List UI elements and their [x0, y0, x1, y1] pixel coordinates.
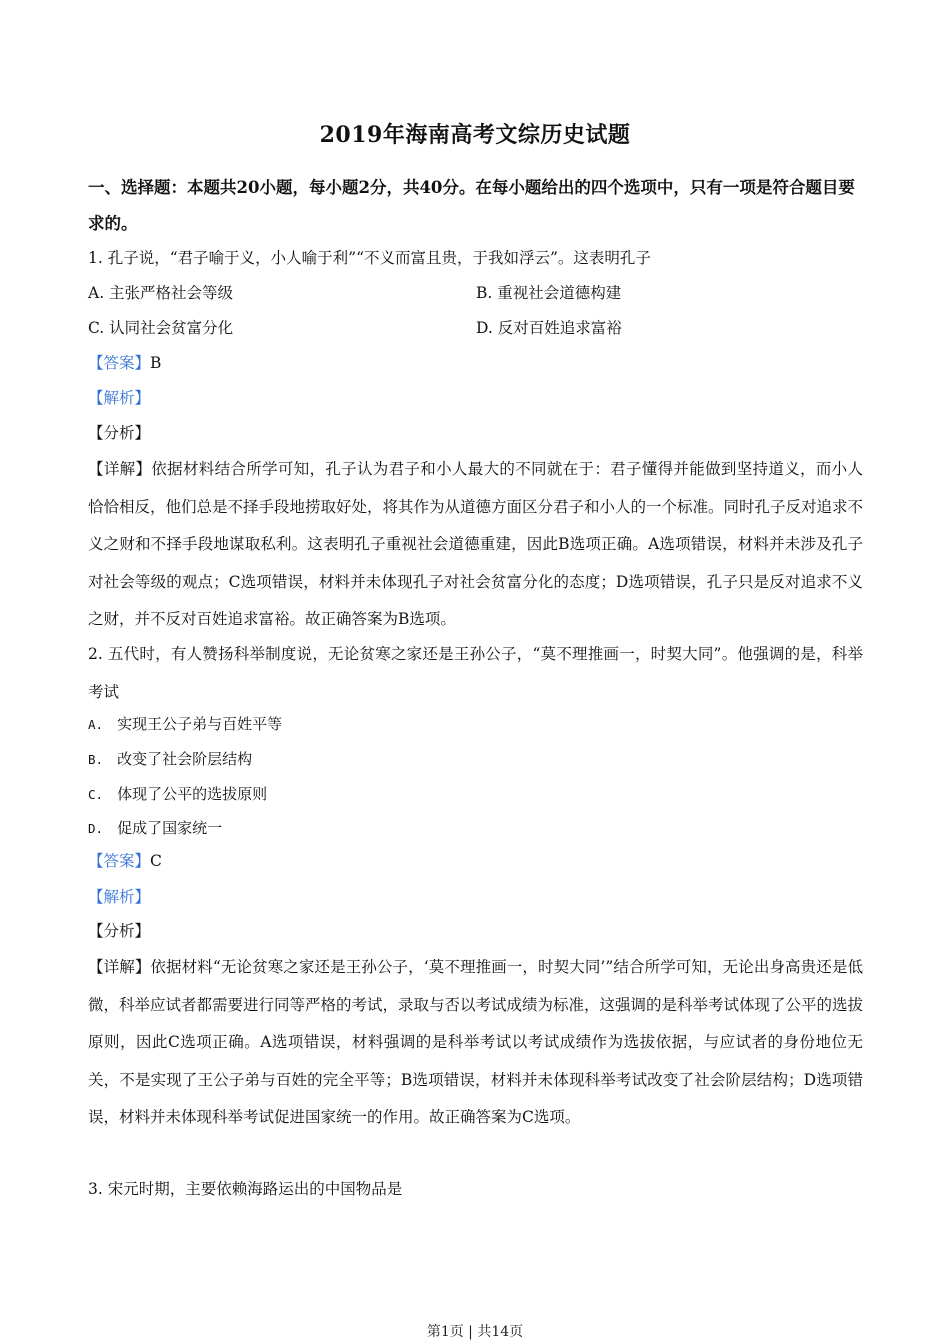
question-1-option-d: D. 反对百姓追求富裕 — [476, 319, 622, 337]
question-1-option-b: B. 重视社会道德构建 — [476, 284, 622, 302]
question-1-detail — [88, 451, 863, 639]
answer-value: B — [150, 354, 162, 372]
question-3-stem: 3. 宋元时期，主要依赖海路运出的中国物品是 — [88, 1180, 403, 1198]
detail-text: 依据材料结合所学可知，孔子认为君子和小人最大的不同就在于：君子懂得并能做到坚持道义，而小人恰恰相反，他们总是不择手段地捞取好处，将其作为从道德方面区分君子和小人的一个标准。同时孔子反对追求不义之财和不择手段地谋取私利。这表明孔子重视社会道德重建，因此B选项正确。A选项错误，材料并未涉及孔子对社会等级的观点；C选项错误，材料并未体现孔子对社会贫富分化的态度；D选项错误，孔子只是反对追求不义之财，并不反对百姓追求富裕。故正确答案为B选项。 — [88, 460, 864, 628]
detail-text: 依据材料“无论贫寒之家还是王孙公子，‘莫不理推画一，时契大同’”结合所学可知，无论出身高贵还是低微，科举应试者都需要进行同等严格的考试，录取与否以考试成绩为标准，这强调的是科举考试体现了公平的选拔原则，因此C选项正确。A选项错误，材料强调的是科举考试以考试成绩作为选拔依据，与应试者的身份地位无关，不是实现了王公子弟与百姓的完全平等；B选项错误，材料并未体现科举考试改变了社会阶层结构；D选项错误，材料并未体现科举考试促进国家统一的作用。故正确答案为C选项。 — [88, 958, 864, 1126]
answer-value: C — [150, 852, 162, 870]
detail-label: 【详解】 — [88, 958, 151, 976]
question-1-analysis-label: 【解析】 — [88, 389, 151, 407]
page-footer: 第1页 | 共14页 — [426, 1324, 524, 1340]
question-2-fenxi-label: 【分析】 — [88, 922, 151, 940]
question-2-answer — [88, 850, 162, 872]
question-2-option-a: A. 实现王公子弟与百姓平等 — [88, 715, 283, 733]
question-1-option-a: A. 主张严格社会等级 — [88, 284, 234, 302]
answer-label: 【答案】 — [88, 852, 151, 870]
answer-label: 【答案】 — [88, 354, 151, 372]
section-heading: 一、选择题：本题共20小题，每小题2分，共40分。在每小题给出的四个选项中，只有一项是符合题目要求的。 — [88, 178, 855, 233]
question-1-answer — [88, 352, 161, 374]
question-1-option-c: C. 认同社会贫富分化 — [88, 319, 234, 337]
question-1-stem: 1. 孔子说，“君子喻于义，小人喻于利”“不义而富且贵，于我如浮云”。这表明孔子 — [88, 249, 651, 267]
detail-label: 【详解】 — [88, 460, 152, 478]
question-2-option-c: C. 体现了公平的选拔原则 — [88, 785, 268, 803]
question-2-option-b: B. 改变了社会阶层结构 — [88, 750, 253, 768]
question-2-option-d: D. 促成了国家统一 — [88, 819, 223, 837]
question-2-stem: 2. 五代时，有人赞扬科举制度说，无论贫寒之家还是王孙公子，“莫不理推画一，时契大同”。他强调的是，科举考试 — [88, 645, 863, 701]
question-1-fenxi-label: 【分析】 — [88, 424, 151, 442]
page-title: 2019年海南高考文综历史试题 — [319, 122, 631, 148]
question-2-analysis-label: 【解析】 — [88, 888, 151, 906]
question-2-detail — [88, 949, 863, 1137]
